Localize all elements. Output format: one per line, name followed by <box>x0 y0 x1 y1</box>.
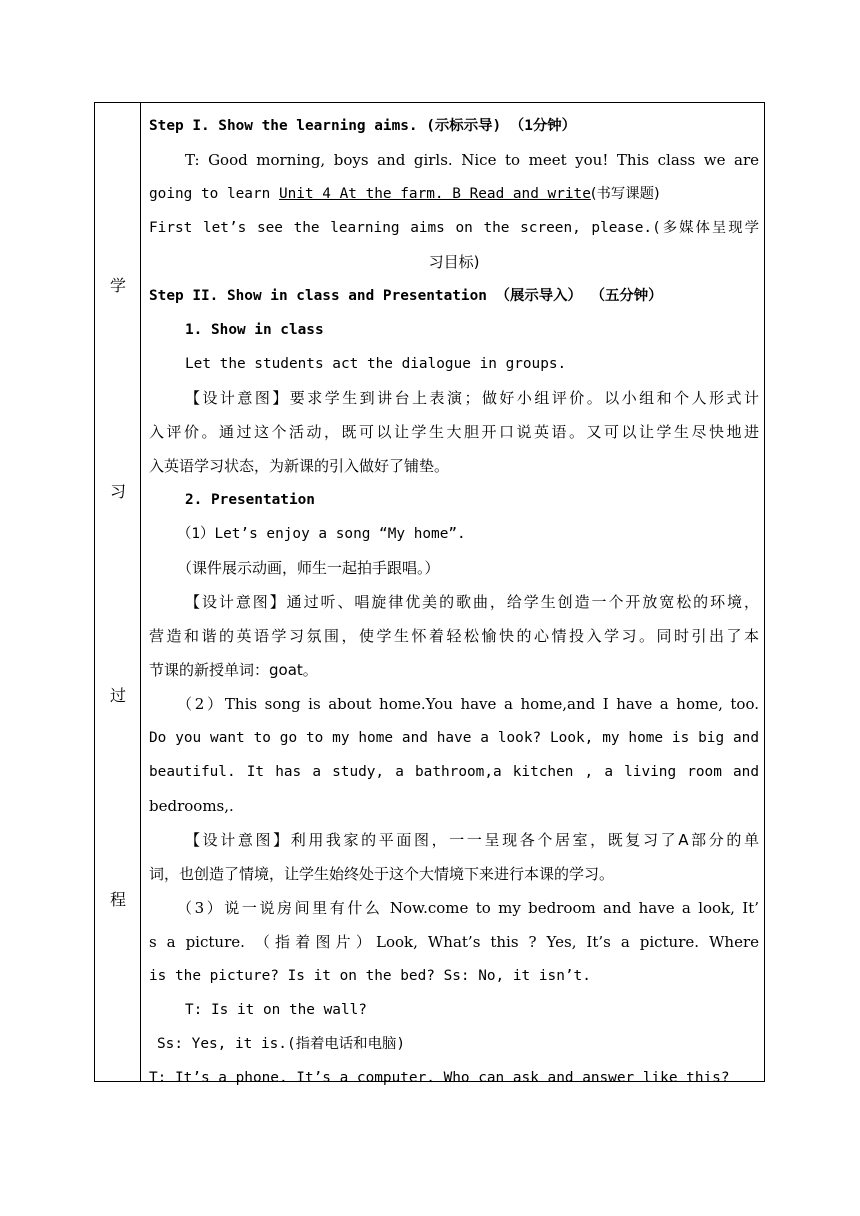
text-line: （2）This song is about home.You have a home,and I have a home, too. <box>177 695 759 713</box>
lesson-table <box>94 102 765 1086</box>
subheading: 2. Presentation <box>185 492 315 508</box>
text-line: 习目标) <box>428 253 480 271</box>
text-line: Let the students act the dialogue in groups. <box>185 356 567 372</box>
side-label-char: 程 <box>109 890 126 909</box>
text-line: 【设计意图】要求学生到讲台上表演；做好小组评价。以小组和个人形式计 <box>185 389 759 407</box>
text-line: Ss: Yes, it is.(指着电话和电脑) <box>157 1036 406 1052</box>
text-line: 营造和谐的英语学习氛围，使学生怀着轻松愉快的心情投入学习。同时引出了本 <box>149 627 759 645</box>
subheading: 1. Show in class <box>185 322 324 338</box>
text-line: 入英语学习状态，为新课的引入做好了铺垫。 <box>149 457 450 475</box>
step2-heading: Step II. Show in class and Presentation （展示导入） （五分钟） <box>149 288 663 304</box>
text-line: Do you want to go to my home and have a look? Look, my home is big and <box>149 730 759 746</box>
lesson-content <box>149 109 759 1095</box>
lesson-title-underlined: Unit 4 At the farm. B Read and write <box>278 186 591 202</box>
side-label-char: 学 <box>109 276 126 295</box>
text-line: 【设计意图】利用我家的平面图，一一呈现各个居室，既复习了A部分的单 <box>185 831 759 849</box>
text-line: 入评价。通过这个活动，既可以让学生大胆开口说英语。又可以让学生尽快地进 <box>149 423 759 441</box>
text-line: T: Is it on the wall? <box>185 1002 367 1018</box>
text-line: bedrooms,. <box>149 797 234 815</box>
text-line: （3）说一说房间里有什么 Now.come to my bedroom and have a look, It’ <box>177 899 759 917</box>
text-line: （课件展示动画，师生一起拍手跟唱。） <box>177 559 440 577</box>
text-line: s a picture. （指着图片）Look, What’s this ? Yes, It’s a picture. Where <box>149 933 759 951</box>
text-line: going to learn Unit 4 At the farm. B Read and write(书写课题) <box>149 186 660 202</box>
text-line: 词，也创造了情境，让学生始终处于这个大情境下来进行本课的学习。 <box>149 865 615 883</box>
text-line: beautiful. It has a study, a bathroom,a kitchen , a living room and <box>149 764 759 780</box>
step1-heading: Step I. Show the learning aims. (示标示导) （1分钟） <box>149 118 577 134</box>
text-line: T: Good morning, boys and girls. Nice to meet you! This class we are <box>185 151 759 169</box>
text-line: 节课的新授单词：goat。 <box>149 661 318 679</box>
side-label-char: 习 <box>109 482 126 501</box>
side-label-char: 过 <box>109 686 126 705</box>
text-line: is the picture? Is it on the bed? Ss: No, it isn’t. <box>149 968 591 984</box>
text-line: T: It’s a phone. It’s a computer. Who can ask and answer like this? <box>149 1070 730 1086</box>
text-line: First let’s see the learning aims on the screen, please.(多媒体呈现学 <box>149 220 759 236</box>
text-line: 【设计意图】通过听、唱旋律优美的歌曲，给学生创造一个开放宽松的环境， <box>185 593 759 611</box>
side-label-column <box>95 103 141 1081</box>
text-line: （1）Let’s enjoy a song “My home”. <box>177 526 466 542</box>
